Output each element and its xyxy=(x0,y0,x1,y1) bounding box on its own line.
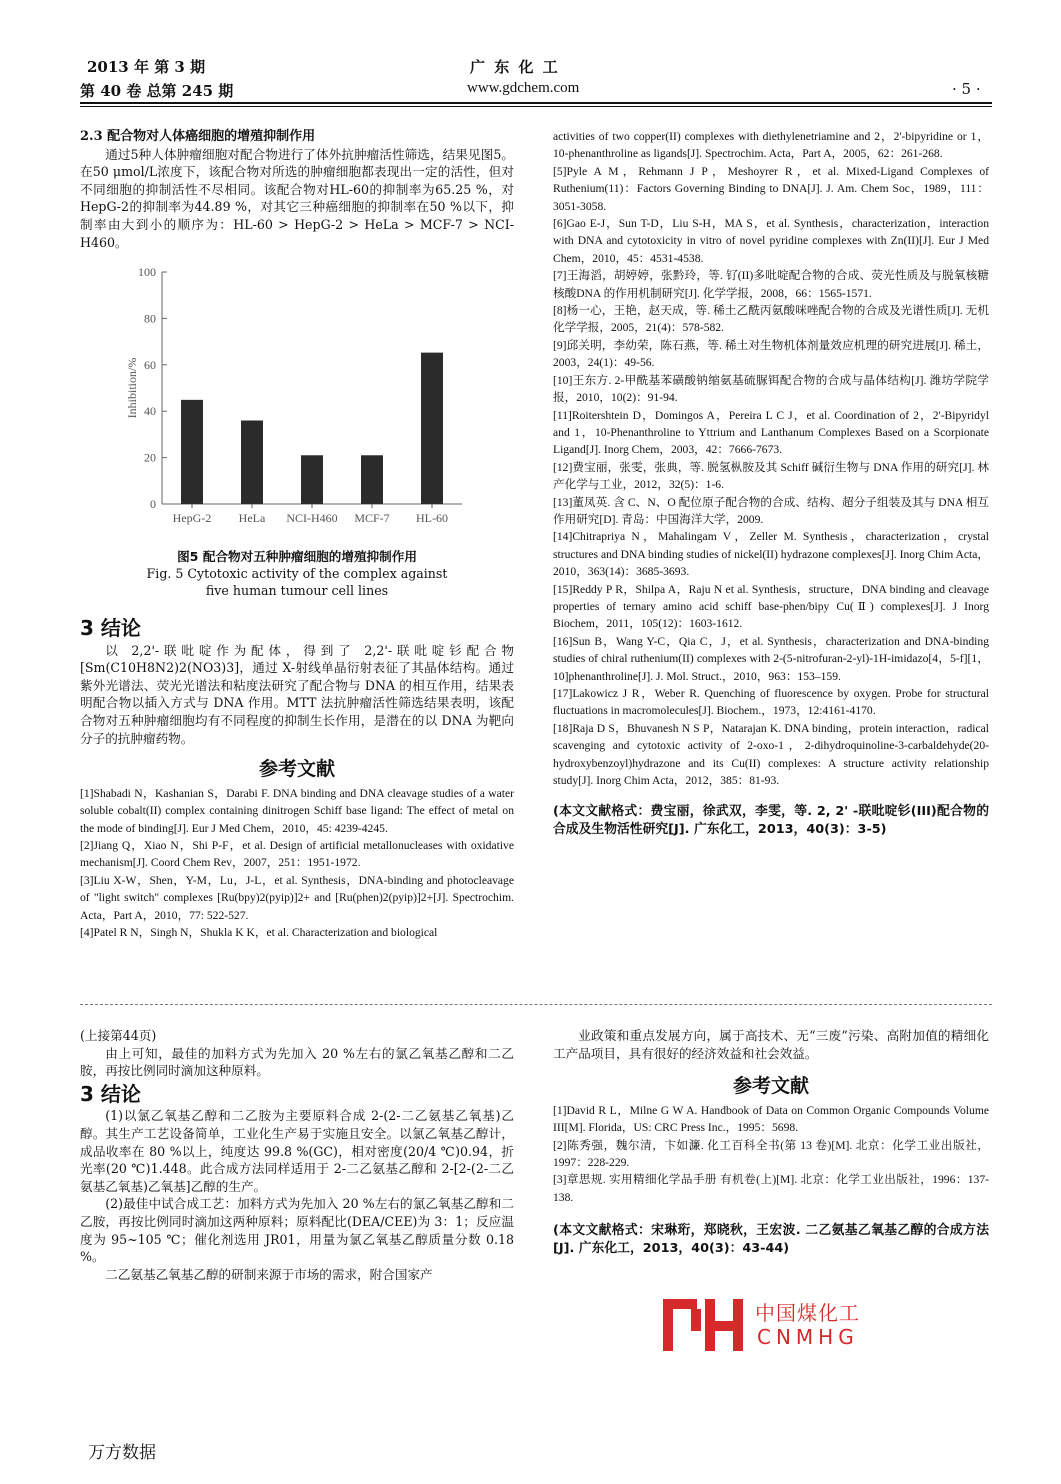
caption-en-2: five human tumour cell lines xyxy=(205,583,389,598)
ref-item: [16]Sun B，Wang Y-C，Qia C，J，et al. Synthesis，characterization and DNA-binding studies of chiral ruthenium(II) complexes with 2-(5-nitrofuran-2-yl)-1H-imidazo[4，5-f][1，10]phenanthroline[J]. J. Mol. Struct.，2010，963：153–159. xyxy=(553,634,989,683)
x-tick-label: MCF-7 xyxy=(354,511,390,525)
header-rule xyxy=(80,102,992,104)
results-paragraph: 通过5种人体肿瘤细胞对配合物进行了体外抗肿瘤活性筛选，结果见图5。在50 μmol/L浓度下，该配合物对所选的肿瘤细胞都表现出一定的活性，但对不同细胞的抑制活性不尽相同。该配合物对HL-60的抑制率为65.25 %，对HepG-2的抑制率为44.89 %，对其它三种癌细胞的抑制率在50 %以下，抑制率由大到小的顺序为：HL-60 > HepG-2 > HeLa > MCF-7 > NCI-H460。 xyxy=(80,146,514,250)
conclusion-title: 3 结论 xyxy=(80,616,141,640)
bar-mcf-7 xyxy=(361,455,383,504)
bar-nci-h460 xyxy=(301,455,323,504)
ref-item: [2]陈秀强，魏尔清，卞如濂. 化工百科全书(第 13 卷)[M]. 北京：化学工业出版社，1997：228-229. xyxy=(553,1138,989,1169)
paragraph: 由上可知，最佳的加料方式为先加入 20 %左右的氯乙氧基乙醇和二乙胺，再按比例同时滴加这种原料。 xyxy=(80,1045,514,1079)
caption-en-1: Fig. 5 Cytotoxic activity of the complex against xyxy=(146,566,448,581)
y-tick-label: 0 xyxy=(150,497,156,511)
conclusion-block xyxy=(80,614,514,941)
journal-url: www.gdchem.com xyxy=(467,80,580,96)
paragraph: (1)以氯乙氧基乙醇和二乙胺为主要原料合成 2-(2-二乙氨基乙氧基)乙醇。其生产工艺设备简单，工业化生产易于实施且安全。以氯乙氧基乙醇计，成品收率在 80 %以上，纯度达 99.8 %(GC)，相对密度(20/4 ℃)0.94，折光率(20 ℃)1.448。此合成方法同样适用于 2-二乙氨基乙醇和 2-[2-(2-二乙氨基乙氧基)乙氧基]乙醇的生产。 xyxy=(80,1108,514,1194)
paragraph: 业政策和重点发展方向，属于高技术、无“三废”污染、高附加值的精细化工产品项目，具有很好的经济效益和社会效益。 xyxy=(553,1028,989,1061)
ref-item: activities of two copper(II) complexes with diethylenetriamine and 2，2'-bipyridine or 1，10-phenanthroline as ligands[J]. Spectrochim. Acta，Part A，2005，62：261-268. xyxy=(553,130,989,161)
top-right-column xyxy=(553,128,989,839)
ref-item: [4]Patel R N，Singh N，Shukla K K，et al. Characterization and biological xyxy=(80,926,438,939)
ref-item: [6]Gao E-J，Sun T-D，Liu S-H，MA S，et al. Synthesis，characterization，interaction with DNA and cytotoxicity in vitro of novel pyridine complexes with Zn(II)[J]. Eur J Med Chem，2010，45：4531-4538. xyxy=(553,217,989,265)
section-title: 2.3 配合物对人体癌细胞的增殖抑制作用 xyxy=(80,129,316,144)
citation-format: (本文文献格式：费宝丽，徐武双，李雯，等. 2, 2' -联吡啶钐(III)配合物的合成及生物活性研究[J]. 广东化工，2013，40(3)：3-5) xyxy=(553,804,989,838)
cnmhg-logo xyxy=(661,1295,901,1355)
header-rule-thin xyxy=(80,106,992,107)
ref-item: [1]Shabadi N，Kashanian S，Darabi F. DNA binding and DNA cleavage studies of a water soluble cobalt(II) complex containing dinitrogen Schiff base ligand: The effect of metal on the mode of binding[J]. Eur J Med Chem，2010，45: 4239-4245. xyxy=(80,786,514,835)
ref-item: [15]Reddy P R，Shilpa A，Raju N et al. Synthesis，structure，DNA binding and cleavage properties of ternary amino acid schiff base-phen/bipy Cu(Ⅱ) complexes[J]. J Inorg Biochem，2011，105(12)：1603-1612. xyxy=(553,582,989,631)
ref-item: [13]董凤英. 含 C、N、O 配位原子配合物的合成、结构、超分子组装及其与 DNA 相互作用研究[D]. 青岛：中国海洋大学，2009. xyxy=(553,495,989,526)
y-tick-label: 100 xyxy=(138,265,156,279)
ref-item: [5]Pyle A M，Rehmann J P，Meshoyrer R，et al. Mixed-Ligand Complexes of Ruthenium(11)：Factors Governing Binding to DNA[J]. J. Am. Chem Soc，1989，111：3051-3058. xyxy=(553,164,989,213)
bottom-left-column xyxy=(80,1027,514,1283)
ref-item: [7]王海滔，胡婷婷，张黔玲，等. 钌(II)多吡啶配合物的合成、荧光性质及与脱氧核糖核酸DNA 的作用机制研究[J]. 化学学报，2008，66：1565-1571. xyxy=(553,269,989,300)
caption-cn: 图5 配合物对五种肿瘤细胞的增殖抑制作用 xyxy=(177,549,417,564)
paragraph: (2)最佳中试合成工艺：加料方式为先加入 20 %左右的氯乙氧基乙醇和二乙胺，再按比例同时滴加这两种原料；原料配比(DEA/CEE)为 3：1；反应温度为 95~105 ℃；催化剂选用 JR01，用量为氯乙氧基乙醇质量分数 0.18 %。 xyxy=(80,1196,514,1265)
journal-title: 广 东 化 工 xyxy=(470,58,560,76)
x-tick-label: HL-60 xyxy=(416,511,448,525)
ref-item: [17]Lakowicz J R，Weber R. Quenching of fluorescence by oxygen. Probe for structural fluctuations in macromolecules[J]. Biochem.，1973，12:4161-4170. xyxy=(553,687,989,718)
continued-note: (上接第44页) xyxy=(80,1028,157,1043)
volume-label: 第 40 卷 总第 245 期 xyxy=(80,82,234,100)
watermark: 万方数据 xyxy=(88,1443,156,1463)
article-divider xyxy=(80,1004,992,1005)
logo-mark-icon xyxy=(661,1295,747,1353)
top-left-column xyxy=(80,128,514,251)
y-tick-label: 40 xyxy=(144,404,156,419)
figure-caption xyxy=(80,548,514,599)
ref-item: [8]杨一心，王艳，赵天成，等. 稀土乙酰丙氨酸咪唑配合物的合成及光谱性质[J]. 无机化学学报，2005，21(4)：578-582. xyxy=(553,304,989,335)
x-tick-label: HeLa xyxy=(238,511,266,525)
bar-hepg-2 xyxy=(181,400,203,504)
ref-item: [3]章思规. 实用精细化学品手册 有机卷(上)[M]. 北京：化学工业出版社，1996：137-138. xyxy=(553,1173,989,1204)
issue-label: 2013 年 第 3 期 xyxy=(87,58,206,76)
x-tick-label: NCI-H460 xyxy=(286,511,338,525)
bottom-right-column xyxy=(553,1027,989,1258)
y-tick-label: 60 xyxy=(144,357,156,372)
citation-format-2: (本文文献格式：宋琳珩，郑晓秋，王宏波. 二乙氨基乙氧基乙醇的合成方法[J]. 广东化工，2013，40(3)：43-44) xyxy=(553,1223,989,1257)
y-tick-label: 20 xyxy=(144,450,156,465)
paragraph: 二乙氨基乙氧基乙醇的研制来源于市场的需求，附合国家产 xyxy=(105,1266,433,1282)
ref-item: [14]Chitrapriya N，Mahalingam V，Zeller M. Synthesis，characterization，crystal structures and DNA binding studies of nickel(II) hydrazone complexes[J]. Inorg Chim Acta，2010，363(14)：3685-3693. xyxy=(553,530,989,579)
ref-item: [1]David R L，Milne G W A. Handbook of Data on Common Organic Compounds Volume III[M]. Florida，US: CRC Press Inc.，1995：5698. xyxy=(553,1103,989,1135)
references-title-2: 参考文献 xyxy=(732,1075,809,1098)
ref-item: [12]费宝丽，张雯，张典，等. 脱氢枞胺及其 Schiff 碱衍生物与 DNA 作用的研究[J]. 林产化学与工业，2012，32(5)：1-6. xyxy=(553,460,989,492)
conclusion-title-2: 3 结论 xyxy=(80,1081,141,1106)
ref-item: [9]邱关明，李幼荣，陈石燕，等. 稀土对生物机体剂量效应机理的研究进展[J]. 稀土，2003，24(1)：49-56. xyxy=(553,338,989,370)
page-number: · 5 · xyxy=(952,80,981,98)
ref-item: [10]王东方. 2-甲酰基苯磺酸钠缩氨基硫脲铒配合物的合成与晶体结构[J]. 潍坊学院学报，2010，10(2)：91-94. xyxy=(553,373,989,405)
ref-item: [11]Roitershtein D，Domingos A，Pereira L C J，et al. Coordination of 2，2'-Bipyridyl and 1，10-Phenanthroline to Yttrium and Lanthanum Complexes Based on a Scorpionate Ligand[J]. Inorg Chem，2003，42：7666-7673. xyxy=(553,408,989,457)
references-title: 参考文献 xyxy=(258,758,335,781)
inhibition-bar-chart xyxy=(90,262,490,534)
ref-item: [2]Jiang Q，Xiao N，Shi P-F，et al. Design of artificial metallonucleases with oxidative mechanism[J]. Coord Chem Rev，2007，251：1951-1972. xyxy=(80,838,514,870)
x-tick-label: HepG-2 xyxy=(172,511,212,525)
ref-item: [3]Liu X-W，Shen，Y-M，Lu，J-L，et al. Synthesis，DNA-binding and photocleavage of "light switch" complexes [Ru(bpy)2(pyip)]2+ and [Ru(phen)2(pyip)]2+[J]. Spectrochim. Acta，Part A，2010，77: 522-527. xyxy=(80,873,514,922)
bar-hl-60 xyxy=(421,353,443,504)
conclusion-paragraph: 以 2,2'-联吡啶作为配体，得到了 2,2'-联吡啶钐配合物 [Sm(C10H8N2)2(NO3)3]，通过 X-射线单晶衍射表征了其晶体结构。通过紫外光谱法、荧光光谱法和粘度法研究了配合物与 DNA 的相互作用，结果表明配合物以插入方式与 DNA 作用。MTT 法抗肿瘤活性筛选结果表明，该配合物对五种肿瘤细胞均有不同程度的抑制生长作用，是潜在的以 DNA 为靶向分子的抗肿瘤药物。 xyxy=(80,642,514,746)
logo-en: CNMHG xyxy=(757,1325,859,1349)
ref-item: [18]Raja D S，Bhuvanesh N S P，Natarajan K. DNA binding，protein interaction，radical scavenging and cytotoxic activity of 2-oxo-1，2-dihydroquinoline-3-carbaldehyde(20-hydroxybenzoyl)hydrazone and its Cu(II) complexes: A structure activity relationship study[J]. Inorg Chim Acta，2012，385：81-93. xyxy=(553,721,989,788)
logo-cn: 中国煤化工 xyxy=(755,1301,860,1325)
y-axis-label: Inhibition/% xyxy=(125,357,139,419)
y-tick-label: 80 xyxy=(144,311,156,326)
bar-hela xyxy=(241,420,263,504)
